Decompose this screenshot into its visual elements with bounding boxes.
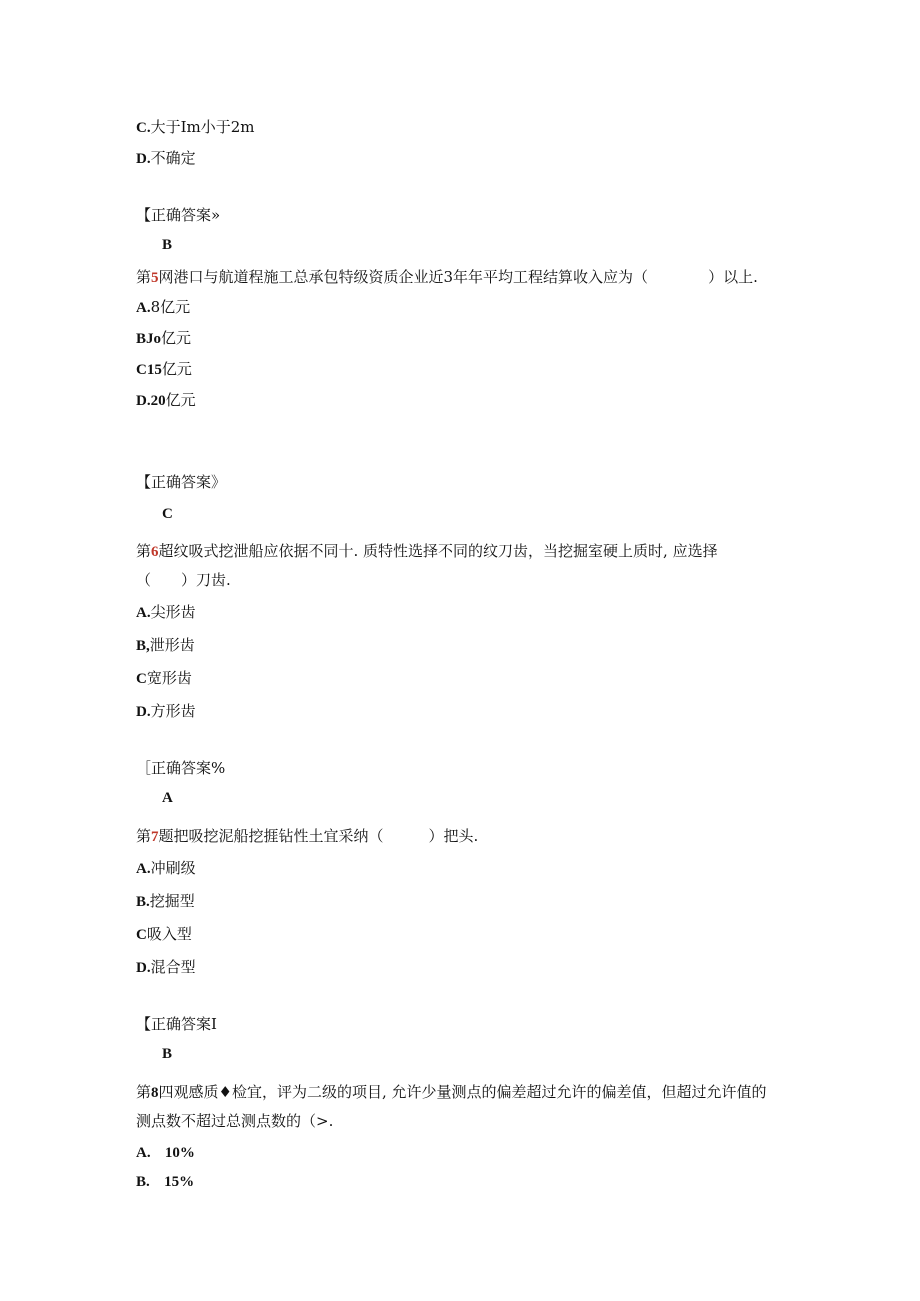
- option-b: B,泄形齿: [136, 636, 195, 654]
- option-a: A.8亿元: [136, 298, 191, 316]
- option-c: C宽形齿: [136, 669, 192, 687]
- question-8-cont: 测点数不超过总测点数的（>.: [136, 1112, 334, 1130]
- question-5: 第5网港口与航道程施工总承包特级资质企业近3年年平均工程结算收入应为（ ）以上.: [136, 268, 758, 286]
- option-c: C.大于Im小于2m: [136, 118, 255, 136]
- question-6-cont: （ ）刀齿.: [136, 571, 231, 589]
- answer-value: B: [162, 237, 173, 253]
- question-8: 第8四观感质♦检宜，评为二级的项目, 允许少量测点的偏差超过允许的偏差值，但超过允许值的: [136, 1083, 767, 1101]
- option-d: D.不确定: [136, 149, 196, 167]
- answer-value: B: [162, 1046, 173, 1062]
- option-a: A. 10%: [136, 1145, 195, 1161]
- option-b: B.挖掘型: [136, 892, 195, 910]
- answer-label: 【正确答案»: [136, 206, 221, 224]
- option-d: D.20亿元: [136, 391, 196, 409]
- option-d: D.方形齿: [136, 702, 196, 720]
- question-6: 第6超纹吸式挖泄船应依据不同十. 质特性选择不同的纹刀齿，当挖掘室硬上质时, 应选择: [136, 542, 718, 560]
- option-a: A.冲刷级: [136, 859, 196, 877]
- answer-label: 【正确答案I: [136, 1015, 217, 1033]
- option-c: C15亿元: [136, 360, 192, 378]
- answer-value: A: [162, 790, 173, 806]
- option-b: BJo亿元: [136, 329, 192, 347]
- option-d: D.混合型: [136, 958, 196, 976]
- answer-label: 【正确答案》: [136, 473, 227, 491]
- question-7: 第7题把吸挖泥船挖捱钻性土宜采纳（ ）把头.: [136, 827, 479, 845]
- answer-label: ［正确答案%: [136, 759, 226, 777]
- option-b: B. 15%: [136, 1174, 195, 1190]
- answer-value: C: [162, 506, 173, 522]
- option-a: A.尖形齿: [136, 603, 196, 621]
- option-c: C吸入型: [136, 925, 192, 943]
